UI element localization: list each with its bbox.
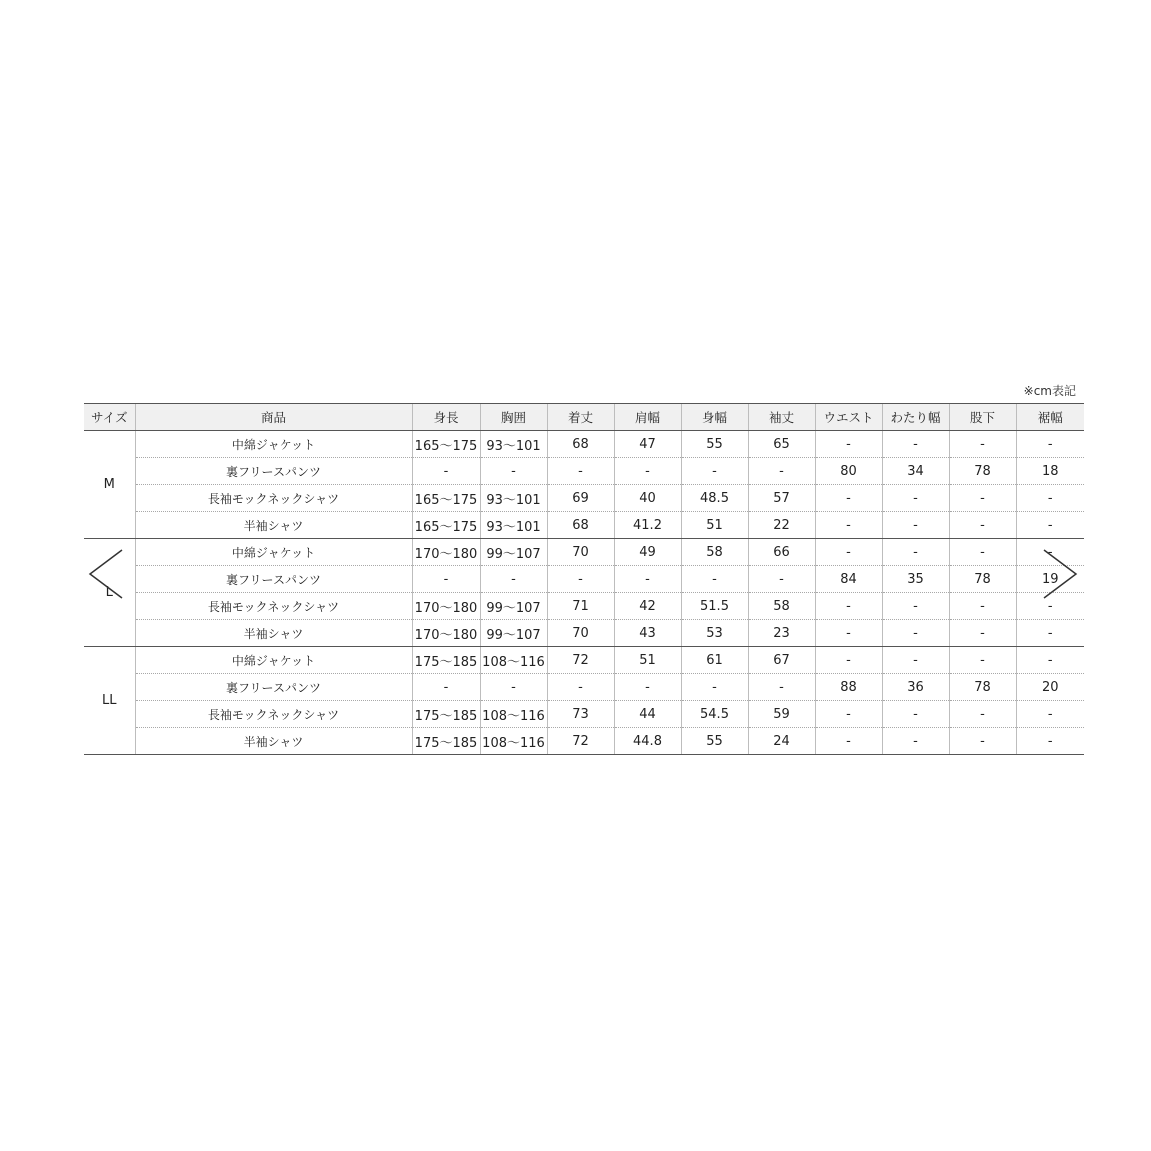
sleeve-cell: 65 bbox=[748, 431, 815, 458]
size-chart-table bbox=[84, 403, 1084, 755]
hem-cell: - bbox=[1016, 593, 1084, 620]
header-cell-thigh: わたり幅 bbox=[882, 404, 949, 431]
thigh-cell: - bbox=[882, 620, 949, 647]
table-row bbox=[84, 701, 1084, 728]
chevron-right-icon[interactable] bbox=[1040, 546, 1080, 606]
length-cell: 68 bbox=[547, 431, 614, 458]
product-cell: 半袖シャツ bbox=[135, 512, 412, 539]
unit-note: ※cm表記 bbox=[1023, 384, 1076, 398]
thigh-cell: - bbox=[882, 539, 949, 566]
header-cell-product: 商品 bbox=[135, 404, 412, 431]
sleeve-cell: 24 bbox=[748, 728, 815, 755]
shoulder-cell: - bbox=[614, 458, 681, 485]
height-cell: 170～180 bbox=[412, 593, 480, 620]
sleeve-cell: - bbox=[748, 674, 815, 701]
size-label-cell: M bbox=[84, 431, 135, 539]
chest-cell: 108～116 bbox=[480, 728, 547, 755]
product-cell: 中綿ジャケット bbox=[135, 431, 412, 458]
hem-cell: - bbox=[1016, 512, 1084, 539]
shoulder-cell: 44 bbox=[614, 701, 681, 728]
sleeve-cell: 57 bbox=[748, 485, 815, 512]
header-row bbox=[84, 404, 1084, 431]
hem-cell: 20 bbox=[1016, 674, 1084, 701]
inseam-cell: - bbox=[949, 728, 1016, 755]
height-cell: 175～185 bbox=[412, 701, 480, 728]
inseam-cell: - bbox=[949, 593, 1016, 620]
product-cell: 裏フリースパンツ bbox=[135, 566, 412, 593]
size-label-cell: L bbox=[84, 539, 135, 647]
waist-cell: - bbox=[815, 701, 882, 728]
body-width-cell: 51 bbox=[681, 512, 748, 539]
table-row bbox=[84, 674, 1084, 701]
shoulder-cell: 44.8 bbox=[614, 728, 681, 755]
length-cell: 70 bbox=[547, 620, 614, 647]
product-cell: 半袖シャツ bbox=[135, 620, 412, 647]
length-cell: 68 bbox=[547, 512, 614, 539]
thigh-cell: 36 bbox=[882, 674, 949, 701]
table-row bbox=[84, 512, 1084, 539]
header-cell-size: サイズ bbox=[84, 404, 135, 431]
table-row bbox=[84, 728, 1084, 755]
waist-cell: - bbox=[815, 593, 882, 620]
inseam-cell: - bbox=[949, 431, 1016, 458]
length-cell: - bbox=[547, 458, 614, 485]
body-width-cell: 58 bbox=[681, 539, 748, 566]
product-cell: 裏フリースパンツ bbox=[135, 674, 412, 701]
hem-cell: - bbox=[1016, 620, 1084, 647]
length-cell: 70 bbox=[547, 539, 614, 566]
table-row bbox=[84, 620, 1084, 647]
body-width-cell: 54.5 bbox=[681, 701, 748, 728]
hem-cell: - bbox=[1016, 647, 1084, 674]
thigh-cell: - bbox=[882, 485, 949, 512]
height-cell: 165～175 bbox=[412, 431, 480, 458]
product-cell: 長袖モックネックシャツ bbox=[135, 701, 412, 728]
thigh-cell: - bbox=[882, 647, 949, 674]
height-cell: 165～175 bbox=[412, 512, 480, 539]
shoulder-cell: 40 bbox=[614, 485, 681, 512]
shoulder-cell: 42 bbox=[614, 593, 681, 620]
height-cell: - bbox=[412, 458, 480, 485]
hem-cell: 18 bbox=[1016, 458, 1084, 485]
waist-cell: - bbox=[815, 647, 882, 674]
header-cell-inseam: 股下 bbox=[949, 404, 1016, 431]
chest-cell: - bbox=[480, 566, 547, 593]
height-cell: 170～180 bbox=[412, 620, 480, 647]
product-cell: 中綿ジャケット bbox=[135, 539, 412, 566]
length-cell: 69 bbox=[547, 485, 614, 512]
waist-cell: - bbox=[815, 620, 882, 647]
waist-cell: - bbox=[815, 512, 882, 539]
length-cell: 72 bbox=[547, 647, 614, 674]
waist-cell: 84 bbox=[815, 566, 882, 593]
chest-cell: 99～107 bbox=[480, 593, 547, 620]
header-cell-sleeve: 袖丈 bbox=[748, 404, 815, 431]
length-cell: - bbox=[547, 566, 614, 593]
thigh-cell: 35 bbox=[882, 566, 949, 593]
body-width-cell: - bbox=[681, 566, 748, 593]
table-row bbox=[84, 431, 1084, 458]
shoulder-cell: 43 bbox=[614, 620, 681, 647]
hem-cell: - bbox=[1016, 539, 1084, 566]
chest-cell: 99～107 bbox=[480, 620, 547, 647]
height-cell: 170～180 bbox=[412, 539, 480, 566]
header-cell-shoulder: 肩幅 bbox=[614, 404, 681, 431]
table-row bbox=[84, 647, 1084, 674]
inseam-cell: 78 bbox=[949, 674, 1016, 701]
length-cell: 71 bbox=[547, 593, 614, 620]
hem-cell: - bbox=[1016, 728, 1084, 755]
hem-cell: - bbox=[1016, 701, 1084, 728]
height-cell: - bbox=[412, 674, 480, 701]
table-row bbox=[84, 458, 1084, 485]
chest-cell: - bbox=[480, 674, 547, 701]
sleeve-cell: 58 bbox=[748, 593, 815, 620]
table-row bbox=[84, 485, 1084, 512]
inseam-cell: - bbox=[949, 647, 1016, 674]
header-cell-waist: ウエスト bbox=[815, 404, 882, 431]
hem-cell: 19 bbox=[1016, 566, 1084, 593]
waist-cell: 88 bbox=[815, 674, 882, 701]
header-cell-length: 着丈 bbox=[547, 404, 614, 431]
body-width-cell: 53 bbox=[681, 620, 748, 647]
chest-cell: 108～116 bbox=[480, 647, 547, 674]
inseam-cell: - bbox=[949, 620, 1016, 647]
header-cell-chest: 胸囲 bbox=[480, 404, 547, 431]
sleeve-cell: 59 bbox=[748, 701, 815, 728]
waist-cell: 80 bbox=[815, 458, 882, 485]
thigh-cell: - bbox=[882, 701, 949, 728]
size-label-cell: LL bbox=[84, 647, 135, 755]
length-cell: 72 bbox=[547, 728, 614, 755]
shoulder-cell: - bbox=[614, 674, 681, 701]
shoulder-cell: 51 bbox=[614, 647, 681, 674]
waist-cell: - bbox=[815, 728, 882, 755]
inseam-cell: 78 bbox=[949, 458, 1016, 485]
length-cell: - bbox=[547, 674, 614, 701]
waist-cell: - bbox=[815, 539, 882, 566]
thigh-cell: - bbox=[882, 593, 949, 620]
inseam-cell: - bbox=[949, 539, 1016, 566]
table-body bbox=[84, 431, 1084, 755]
product-cell: 裏フリースパンツ bbox=[135, 458, 412, 485]
thigh-cell: - bbox=[882, 431, 949, 458]
shoulder-cell: 49 bbox=[614, 539, 681, 566]
inseam-cell: - bbox=[949, 512, 1016, 539]
chest-cell: 93～101 bbox=[480, 512, 547, 539]
sleeve-cell: - bbox=[748, 566, 815, 593]
chest-cell: 93～101 bbox=[480, 431, 547, 458]
body-width-cell: 48.5 bbox=[681, 485, 748, 512]
hem-cell: - bbox=[1016, 485, 1084, 512]
thigh-cell: - bbox=[882, 512, 949, 539]
waist-cell: - bbox=[815, 431, 882, 458]
chest-cell: 108～116 bbox=[480, 701, 547, 728]
height-cell: 165～175 bbox=[412, 485, 480, 512]
product-cell: 長袖モックネックシャツ bbox=[135, 485, 412, 512]
height-cell: 175～185 bbox=[412, 728, 480, 755]
shoulder-cell: 41.2 bbox=[614, 512, 681, 539]
header-cell-body-width: 身幅 bbox=[681, 404, 748, 431]
table-row bbox=[84, 566, 1084, 593]
sleeve-cell: 66 bbox=[748, 539, 815, 566]
sleeve-cell: 22 bbox=[748, 512, 815, 539]
body-width-cell: - bbox=[681, 458, 748, 485]
sleeve-cell: 23 bbox=[748, 620, 815, 647]
sleeve-cell: - bbox=[748, 458, 815, 485]
product-cell: 半袖シャツ bbox=[135, 728, 412, 755]
inseam-cell: 78 bbox=[949, 566, 1016, 593]
product-cell: 長袖モックネックシャツ bbox=[135, 593, 412, 620]
header-cell-hem: 裾幅 bbox=[1016, 404, 1084, 431]
height-cell: 175～185 bbox=[412, 647, 480, 674]
shoulder-cell: - bbox=[614, 566, 681, 593]
waist-cell: - bbox=[815, 485, 882, 512]
length-cell: 73 bbox=[547, 701, 614, 728]
chest-cell: - bbox=[480, 458, 547, 485]
chevron-left-icon[interactable] bbox=[86, 546, 126, 606]
height-cell: - bbox=[412, 566, 480, 593]
body-width-cell: 55 bbox=[681, 431, 748, 458]
body-width-cell: - bbox=[681, 674, 748, 701]
table-row bbox=[84, 593, 1084, 620]
sleeve-cell: 67 bbox=[748, 647, 815, 674]
thigh-cell: 34 bbox=[882, 458, 949, 485]
inseam-cell: - bbox=[949, 485, 1016, 512]
body-width-cell: 61 bbox=[681, 647, 748, 674]
body-width-cell: 55 bbox=[681, 728, 748, 755]
chest-cell: 93～101 bbox=[480, 485, 547, 512]
inseam-cell: - bbox=[949, 701, 1016, 728]
header-cell-height: 身長 bbox=[412, 404, 480, 431]
shoulder-cell: 47 bbox=[614, 431, 681, 458]
product-cell: 中綿ジャケット bbox=[135, 647, 412, 674]
table-row bbox=[84, 539, 1084, 566]
body-width-cell: 51.5 bbox=[681, 593, 748, 620]
thigh-cell: - bbox=[882, 728, 949, 755]
chest-cell: 99～107 bbox=[480, 539, 547, 566]
hem-cell: - bbox=[1016, 431, 1084, 458]
